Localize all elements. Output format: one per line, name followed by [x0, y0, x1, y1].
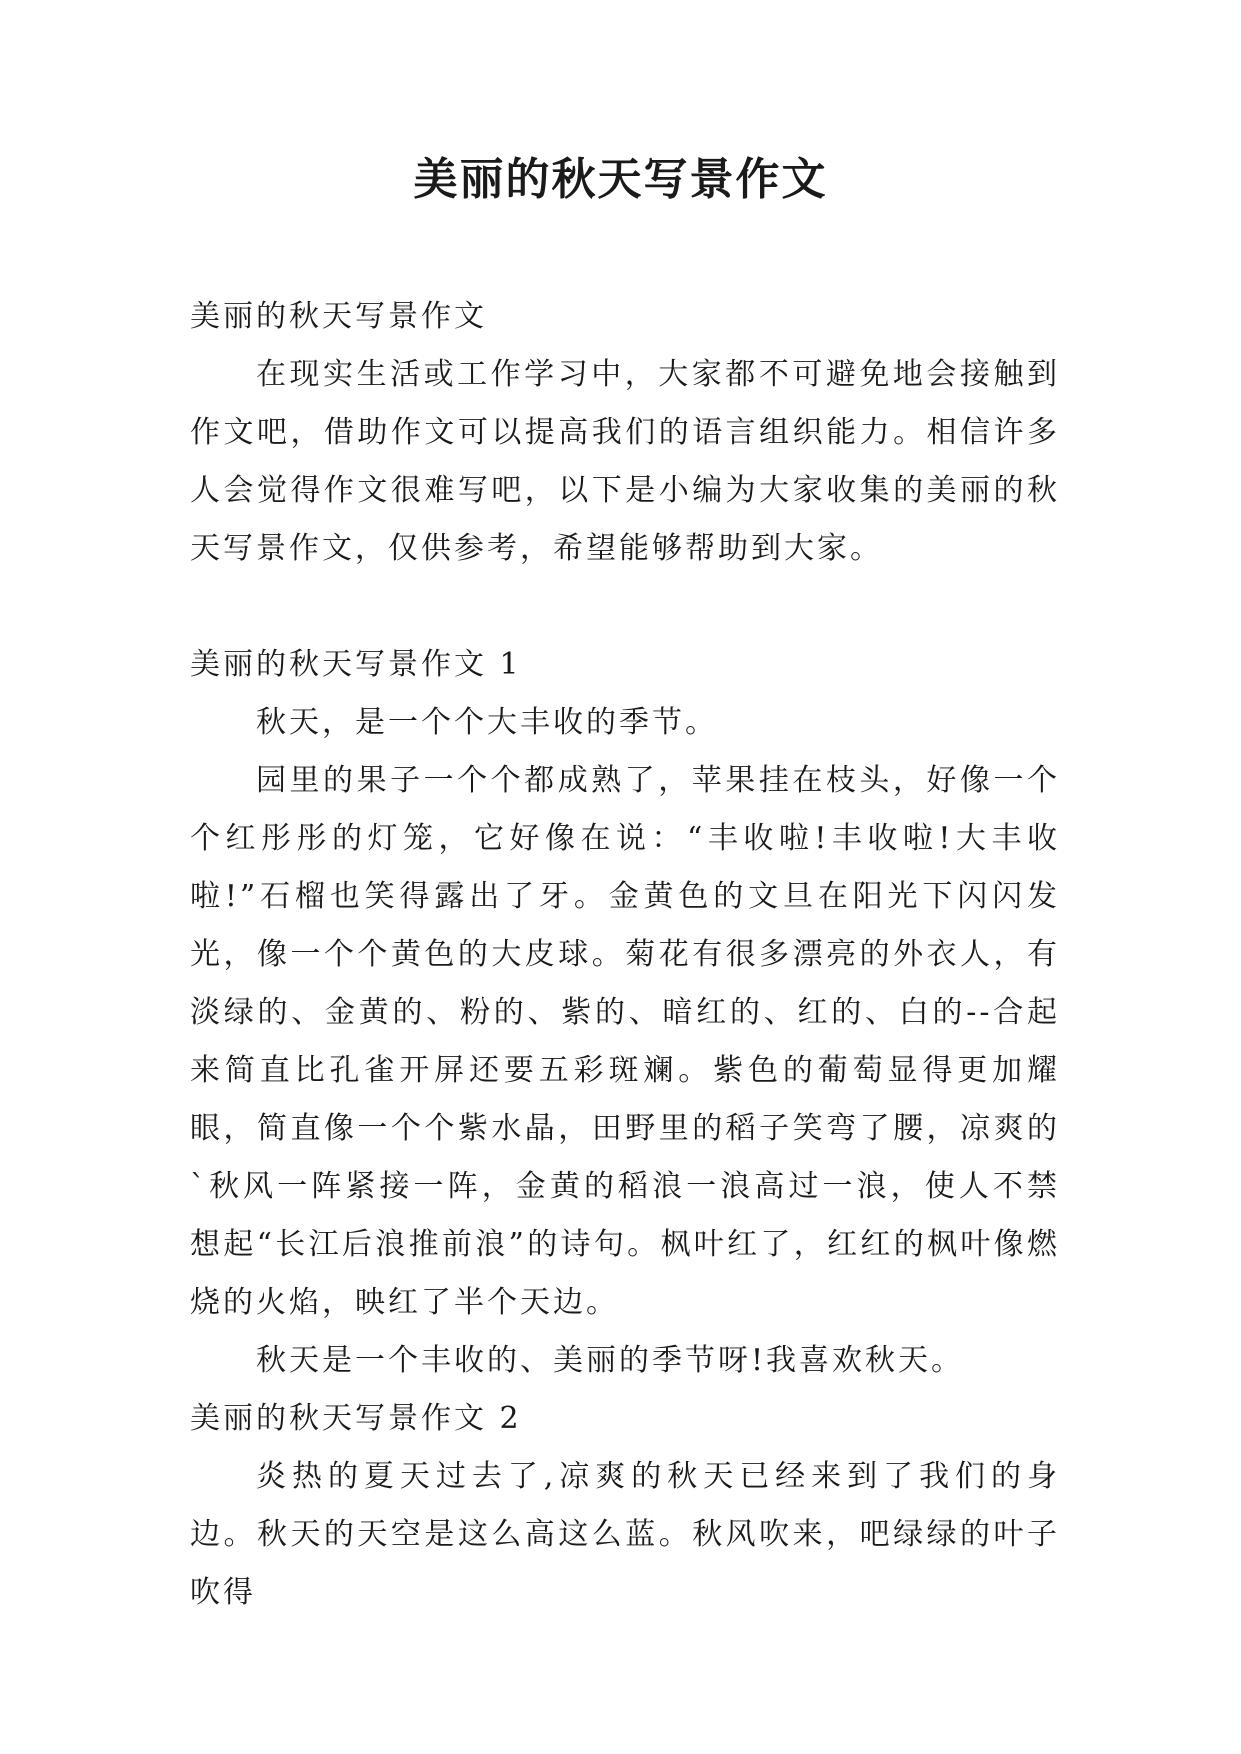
essay-1-heading: 美丽的秋天写景作文 1 — [190, 647, 522, 682]
essay-2-paragraph-1: 炎热的夏天过去了,凉爽的秋天已经来到了我们的身边。秋天的天空是这么高这么蓝。秋风吹来，吧绿绿的叶子吹得 — [190, 1459, 1060, 1610]
essay-1-paragraph-1: 秋天，是一个个大丰收的季节。 — [256, 705, 718, 740]
intro-paragraph: 在现实生活或工作学习中，大家都不可避免地会接触到作文吧，借助作文可以提高我们的语言组织能力。相信许多人会觉得作文很难写吧，以下是小编为大家收集的美丽的秋天写景作文，仅供参考，希望能够帮助到大家。 — [190, 357, 1060, 566]
document-body — [190, 288, 1060, 1622]
document-title: 美丽的秋天写景作文 — [413, 154, 828, 205]
essay-2-heading: 美丽的秋天写景作文 2 — [190, 1401, 522, 1436]
essay-1-paragraph-3: 秋天是一个丰收的、美丽的季节呀!我喜欢秋天。 — [256, 1343, 965, 1378]
essay-1-paragraph-2: 园里的果子一个个都成熟了，苹果挂在枝头，好像一个个红彤彤的灯笼，它好像在说：“丰收啦!丰收啦!大丰收啦!”石榴也笑得露出了牙。金黄色的文旦在阳光下闪闪发光，像一个个黄色的大皮球。菊花有很多漂亮的外衣人，有淡绿的、金黄的、粉的、紫的、暗红的、红的、白的--合起来简直比孔雀开屏还要五彩斑斓。紫色的葡萄显得更加耀眼，简直像一个个紫水晶，田野里的稻子笑弯了腰，凉爽的`秋风一阵紧接一阵，金黄的稻浪一浪高过一浪，使人不禁想起“长江后浪推前浪”的诗句。枫叶红了，红红的枫叶像燃烧的火焰，映红了半个天边。 — [190, 763, 1060, 1320]
intro-heading: 美丽的秋天写景作文 — [190, 299, 487, 334]
section-spacer — [190, 578, 1060, 636]
